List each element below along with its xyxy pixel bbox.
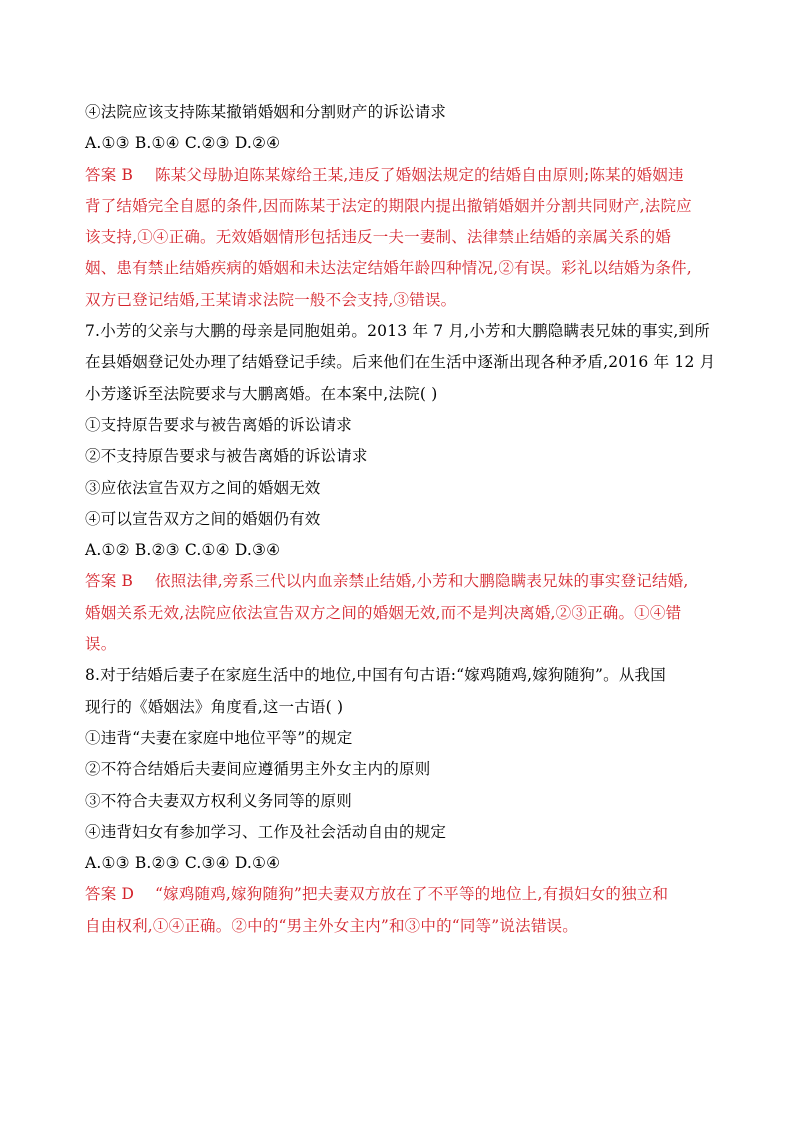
page-content xyxy=(85,97,716,942)
q7-answer-line-1 xyxy=(85,566,710,597)
q8-answer-line-2: 自由权利,①④正确。②中的“男主外女主内”和③中的“同等”说法错误。 xyxy=(85,916,578,935)
q8-options: A.①③ B.②③ C.③④ D.①④ xyxy=(85,854,281,873)
q6-answer-line-1 xyxy=(85,160,710,191)
q7-options: A.①② B.②③ C.①④ D.③④ xyxy=(85,541,281,560)
q7-item-3: ③应依法宣告双方之间的婚姻无效 xyxy=(85,478,321,497)
q8-answer-line-1 xyxy=(85,879,710,910)
q7-item-4: ④可以宣告双方之间的婚姻仍有效 xyxy=(85,509,321,528)
q6-answer-text-1: 陈某父母胁迫陈某嫁给王某,违反了婚姻法规定的结婚自由原则;陈某的婚姻违 xyxy=(155,165,684,184)
q8-stem-line-1: 8.对于结婚后妻子在家庭生活中的地位,中国有句古语:“嫁鸡随鸡,嫁狗随狗”。从我国 xyxy=(85,666,666,685)
q7-answer-label: 答案 B xyxy=(85,572,134,591)
q7-stem-line-1: 7.小芳的父亲与大鹏的母亲是同胞姐弟。2013 年 7 月,小芳和大鹏隐瞒表兄妹的事实,到所 xyxy=(85,322,710,341)
q8-item-3: ③不符合夫妻双方权利义务同等的原则 xyxy=(85,791,352,810)
q6-answer-line-3: 该支持,①④正确。无效婚姻情形包括违反一夫一妻制、法律禁止结婚的亲属关系的婚 xyxy=(85,228,672,247)
q7-item-2: ②不支持原告要求与被告离婚的诉讼请求 xyxy=(85,447,368,466)
q6-answer-line-5: 双方已登记结婚,王某请求法院一般不会支持,③错误。 xyxy=(85,290,457,309)
q7-answer-text-1: 依照法律,旁系三代以内血亲禁止结婚,小芳和大鹏隐瞒表兄妹的事实登记结婚, xyxy=(155,572,689,591)
q7-stem-line-3: 小芳遂诉至法院要求与大鹏离婚。在本案中,法院( ) xyxy=(85,384,438,403)
q8-item-2: ②不符合结婚后夫妻间应遵循男主外女主内的原则 xyxy=(85,760,431,779)
q6-answer-label: 答案 B xyxy=(85,165,134,184)
q7-answer-line-2: 婚姻关系无效,法院应依法宣告双方之间的婚姻无效,而不是判决离婚,②③正确。①④错 xyxy=(85,603,682,622)
q7-answer-line-3: 误。 xyxy=(85,635,117,654)
q7-stem-line-2: 在县婚姻登记处办理了结婚登记手续。后来他们在生活中逐渐出现各种矛盾,2016 年 12 月 xyxy=(85,353,716,372)
q8-item-4: ④违背妇女有参加学习、工作及社会活动自由的规定 xyxy=(85,822,447,841)
q7-item-1: ①支持原告要求与被告离婚的诉讼请求 xyxy=(85,415,352,434)
q8-answer-text-1: “嫁鸡随鸡,嫁狗随狗”把夫妻双方放在了不平等的地位上,有损妇女的独立和 xyxy=(155,885,669,904)
q8-answer-label: 答案 D xyxy=(85,885,135,904)
q8-item-1: ①违背“夫妻在家庭中地位平等”的规定 xyxy=(85,728,353,747)
q6-item-4: ④法院应该支持陈某撤销婚姻和分割财产的诉讼请求 xyxy=(85,103,447,121)
q6-answer-line-2: 背了结婚完全自愿的条件,因而陈某于法定的期限内提出撤销婚姻并分割共同财产,法院应 xyxy=(85,196,692,215)
q6-options: A.①③ B.①④ C.②③ D.②④ xyxy=(85,134,281,153)
q8-stem-line-2: 现行的《婚姻法》角度看,这一古语( ) xyxy=(85,697,344,716)
q6-answer-line-4: 姻、患有禁止结婚疾病的婚姻和未达法定结婚年龄四种情况,②有误。彩礼以结婚为条件, xyxy=(85,259,692,278)
